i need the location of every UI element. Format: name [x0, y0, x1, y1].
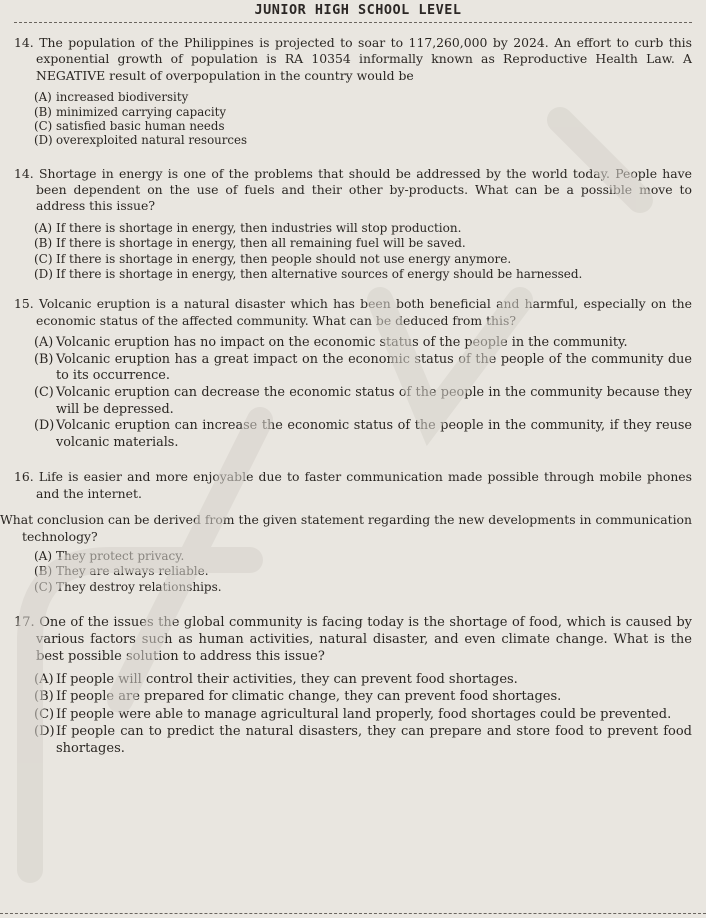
question-stem — [14, 469, 692, 502]
choice-list — [14, 90, 692, 148]
choice-letter: (C) — [34, 706, 55, 722]
question-number: 17. — [14, 614, 35, 630]
question-stem — [14, 296, 692, 329]
choice-option[interactable] — [34, 688, 692, 705]
question-stem — [14, 614, 692, 665]
choice-text: Volcanic eruption has no impact on the economic status of the people in the community. — [56, 335, 628, 350]
choice-option[interactable] — [34, 723, 692, 758]
choice-letter: (D) — [34, 133, 53, 148]
choice-option[interactable] — [34, 221, 692, 236]
choice-letter: (B) — [34, 351, 54, 367]
choice-letter: (B) — [34, 104, 52, 119]
choice-list — [14, 671, 692, 757]
choice-text: increased biodiversity — [56, 90, 189, 105]
choice-text: overexploited natural resources — [56, 133, 248, 148]
choice-letter: (C) — [34, 118, 53, 133]
choice-letter: (C) — [34, 580, 53, 595]
choice-option[interactable] — [34, 671, 692, 688]
choice-list — [14, 335, 692, 451]
choice-option[interactable] — [34, 352, 692, 385]
choice-option[interactable] — [34, 252, 692, 267]
question-number: 15. — [14, 296, 34, 312]
choice-option[interactable] — [34, 90, 692, 104]
footer-divider — [0, 913, 706, 914]
choice-text: They destroy relationships. — [56, 580, 222, 595]
choice-letter: (A) — [34, 90, 52, 105]
question-sub-stem: What conclusion can be derived from the given statement regarding the new developments in communication technology? — [0, 512, 692, 544]
choice-option[interactable] — [34, 119, 692, 133]
question-number: 16. — [14, 469, 34, 485]
question-text: The population of the Philippines is projected to soar to 117,260,000 by 2024. An effort to curb this exponential growth of population is RA 10354 informally known as Reproductive Health Law. A NEGATIVE result of overpopulation in the country would be — [36, 35, 692, 83]
choice-letter: (A) — [34, 548, 53, 563]
question-number: 14. — [14, 35, 34, 50]
choice-text: minimized carrying capacity — [56, 104, 227, 119]
choice-letter: (B) — [34, 236, 53, 251]
choice-option[interactable] — [34, 236, 692, 251]
question-block — [14, 35, 692, 148]
choice-letter: (D) — [34, 723, 55, 739]
question-number: 14. — [14, 165, 34, 181]
choice-letter: (D) — [34, 266, 53, 281]
choice-option[interactable] — [34, 580, 692, 596]
choice-list — [14, 221, 692, 282]
choice-text: If people can to predict the natural disasters, they can prepare and store food to prevent food shortages. — [56, 723, 692, 757]
choice-letter: (C) — [34, 384, 54, 400]
question-text: One of the issues the global community is facing today is the shortage of food, which is caused by various factors such as human activities, natural disaster, and even climate change. What is the best possible solution to address this issue? — [36, 614, 692, 664]
choice-letter: (A) — [34, 335, 54, 350]
choice-text: If people were able to manage agricultural land properly, food shortages could be prevented. — [56, 706, 672, 722]
choice-option[interactable] — [34, 385, 692, 418]
choice-letter: (A) — [34, 672, 54, 688]
page-header: JUNIOR HIGH SCHOOL LEVEL — [254, 2, 462, 18]
choice-option[interactable] — [34, 706, 692, 723]
choice-option[interactable] — [34, 133, 692, 147]
choice-text: Volcanic eruption has a great impact on the economic status of the people of the community due to its occurrence. — [56, 351, 692, 384]
choice-letter: (B) — [34, 689, 54, 705]
choice-list — [14, 549, 692, 596]
choice-text: If there is shortage in energy, then all remaining fuel will be saved. — [56, 236, 466, 251]
choice-text: They protect privacy. — [56, 548, 185, 563]
choice-text: If there is shortage in energy, then alternative sources of energy should be harnessed. — [56, 266, 583, 281]
choice-text: If there is shortage in energy, then industries will stop production. — [56, 220, 462, 235]
choice-text: Volcanic eruption can increase the economic status of the people in the community, if they reuse volcanic materials. — [56, 418, 692, 450]
choice-option[interactable] — [34, 335, 692, 352]
choice-text: If people are prepared for climatic change, they can prevent food shortages. — [56, 689, 562, 705]
question-text: Volcanic eruption is a natural disaster which has been both beneficial and harmful, especially on the economic status of the affected community. What can be deduced from this? — [36, 296, 692, 328]
choice-letter: (B) — [34, 564, 53, 579]
question-stem — [14, 35, 692, 84]
choice-option[interactable] — [34, 549, 692, 565]
question-text: Life is easier and more enjoyable due to faster communication made possible through mobile phones and the internet. — [36, 469, 692, 501]
choice-option[interactable] — [34, 418, 692, 451]
header-divider — [14, 22, 692, 23]
choice-text: If there is shortage in energy, then people should not use energy anymore. — [56, 251, 512, 266]
choice-text: Volcanic eruption can decrease the economic status of the people in the community because they will be depressed. — [56, 384, 692, 417]
choice-option[interactable] — [34, 267, 692, 282]
choice-option[interactable] — [34, 564, 692, 580]
question-stem — [14, 166, 692, 215]
choice-text: They are always reliable. — [56, 564, 209, 579]
choice-letter: (C) — [34, 251, 53, 266]
choice-text: satisfied basic human needs — [56, 118, 225, 133]
choice-letter: (A) — [34, 220, 53, 235]
choice-option[interactable] — [34, 105, 692, 119]
question-block — [14, 166, 692, 283]
question-block — [0, 469, 692, 595]
question-text: Shortage in energy is one of the problems that should be addressed by the world today. People have been dependent on the use of fuels and their other by-products. What can be a possible move to address this issue? — [36, 165, 692, 214]
choice-text: If people will control their activities, they can prevent food shortages. — [56, 672, 518, 688]
question-block — [14, 614, 692, 758]
choice-letter: (D) — [34, 418, 55, 434]
question-block — [14, 296, 692, 451]
